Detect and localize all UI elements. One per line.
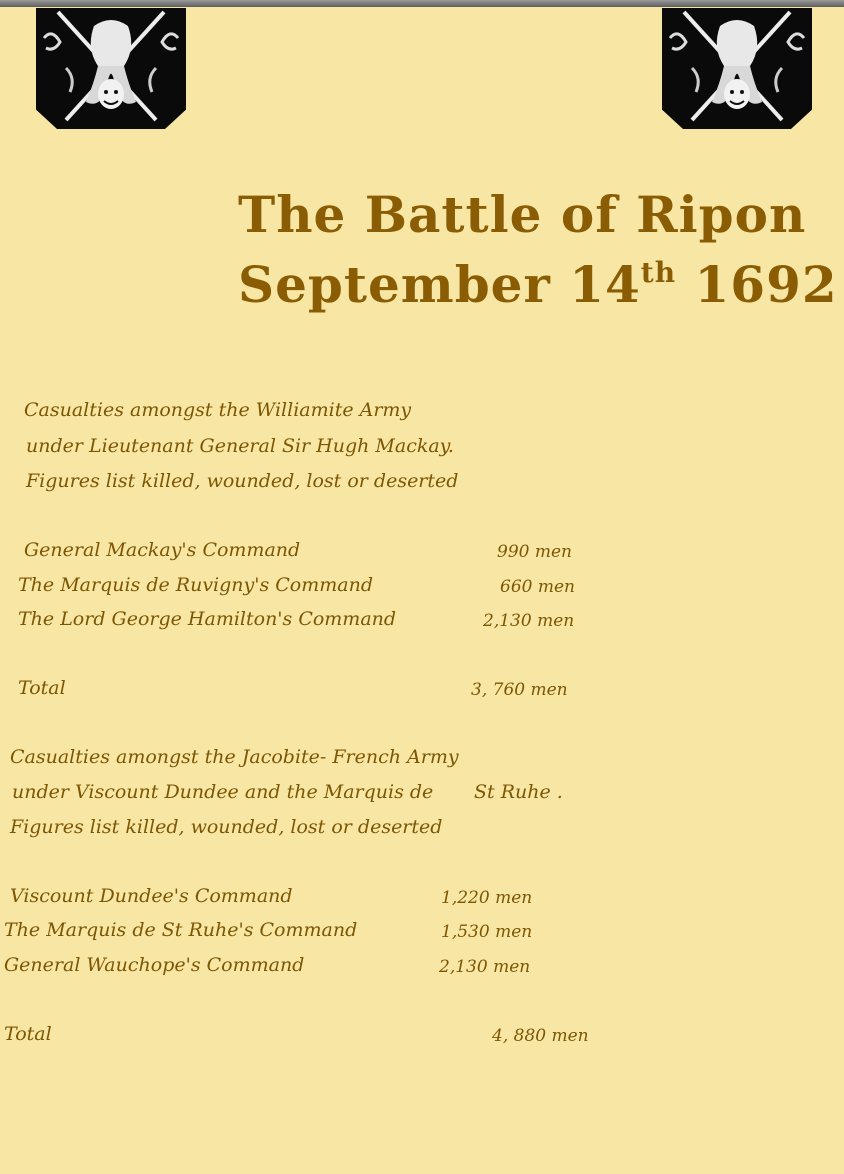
heraldic-emblem-left — [36, 8, 186, 129]
jacobite-intro-line-1: Casualties amongst the Jacobite- French Army — [10, 746, 459, 768]
williamite-total-value: 3, 760 men — [471, 680, 568, 700]
jacobite-intro-line-2b: St Ruhe . — [474, 781, 563, 803]
page-title — [238, 180, 838, 320]
jacobite-intro-line-3: Figures list killed, wounded, lost or deserted — [10, 816, 443, 838]
jacobite-row-value: 2,130 men — [439, 957, 531, 977]
williamite-row-name: The Lord George Hamilton's Command — [18, 608, 397, 630]
jacobite-row-value: 1,220 men — [441, 888, 533, 908]
title-date-suffix: th — [640, 256, 677, 289]
crossed-swords-figure-icon — [662, 8, 812, 129]
williamite-row-name: General Mackay's Command — [24, 539, 301, 561]
williamite-row-value: 990 men — [497, 542, 572, 562]
williamite-total-label: Total — [18, 677, 66, 699]
jacobite-intro-line-2: under Viscount Dundee and the Marquis de — [12, 781, 434, 803]
title-line-2 — [238, 255, 838, 314]
crossed-swords-figure-icon — [36, 8, 186, 129]
window-top-border — [0, 0, 844, 7]
jacobite-row-name: The Marquis de St Ruhe's Command — [4, 919, 358, 941]
jacobite-row-name: General Wauchope's Command — [4, 954, 305, 976]
williamite-intro-line-2: under Lieutenant General Sir Hugh Mackay. — [26, 435, 454, 457]
williamite-intro-line-1: Casualties amongst the Williamite Army — [24, 399, 412, 421]
jacobite-total-label: Total — [4, 1023, 52, 1045]
williamite-row-name: The Marquis de Ruvigny's Command — [18, 574, 374, 596]
heraldic-emblem-right — [662, 8, 812, 129]
jacobite-total-value: 4, 880 men — [492, 1026, 589, 1046]
williamite-intro-line-3: Figures list killed, wounded, lost or deserted — [26, 470, 459, 492]
title-year: 1692 — [676, 255, 838, 314]
jacobite-row-name: Viscount Dundee's Command — [10, 885, 293, 907]
title-line-1: The Battle of Ripon — [238, 185, 807, 244]
title-date-prefix: September 14 — [238, 255, 641, 314]
williamite-row-value: 2,130 men — [483, 611, 575, 631]
jacobite-row-value: 1,530 men — [441, 922, 533, 942]
williamite-row-value: 660 men — [500, 577, 575, 597]
